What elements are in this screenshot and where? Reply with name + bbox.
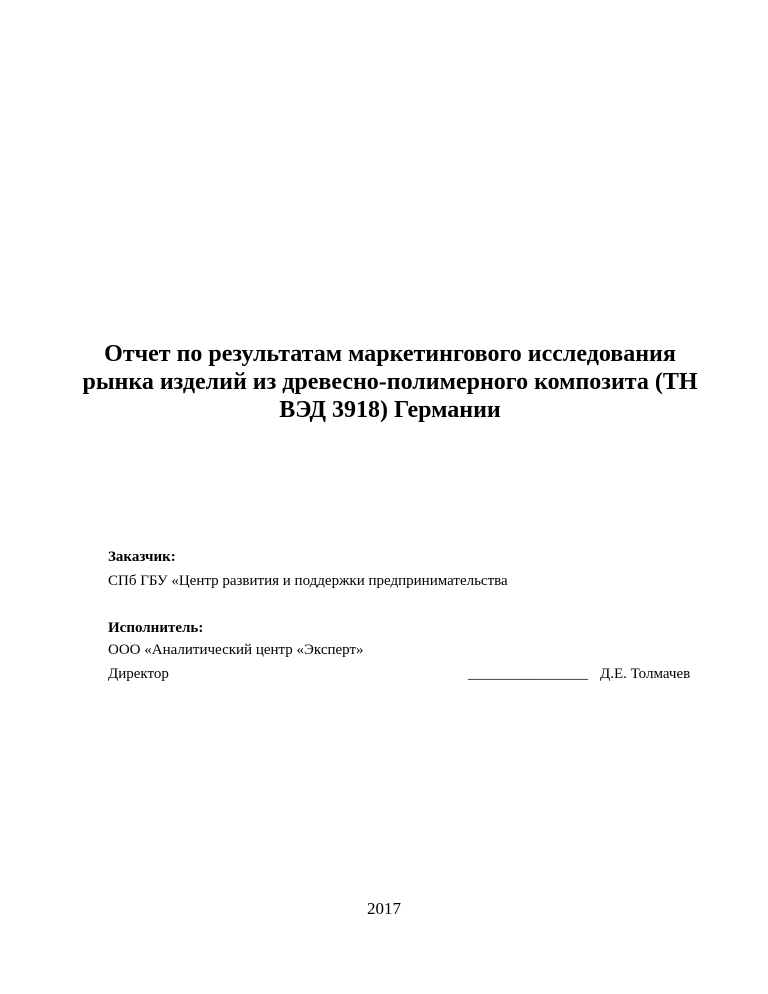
report-year: 2017: [367, 899, 401, 918]
report-title: [60, 340, 720, 424]
report-title-line-3: ВЭД 3918) Германии: [279, 397, 501, 423]
executor-label: Исполнитель:: [108, 620, 204, 636]
customer-label: Заказчик:: [108, 549, 176, 565]
customer-name: СПб ГБУ «Центр развития и поддержки предпринимательства: [108, 573, 508, 589]
director-name: Д.Е. Толмачев: [600, 666, 691, 682]
report-title-line-1: Отчет по результатам маркетингового исследования: [104, 341, 676, 367]
executor-name: ООО «Аналитический центр «Эксперт»: [108, 642, 364, 658]
director-role: Директор: [108, 666, 169, 682]
signature-line: ________________: [468, 666, 588, 682]
director-signature-row: [108, 665, 700, 683]
report-title-line-2: рынка изделий из древесно-полимерного композита (ТН: [82, 369, 698, 395]
